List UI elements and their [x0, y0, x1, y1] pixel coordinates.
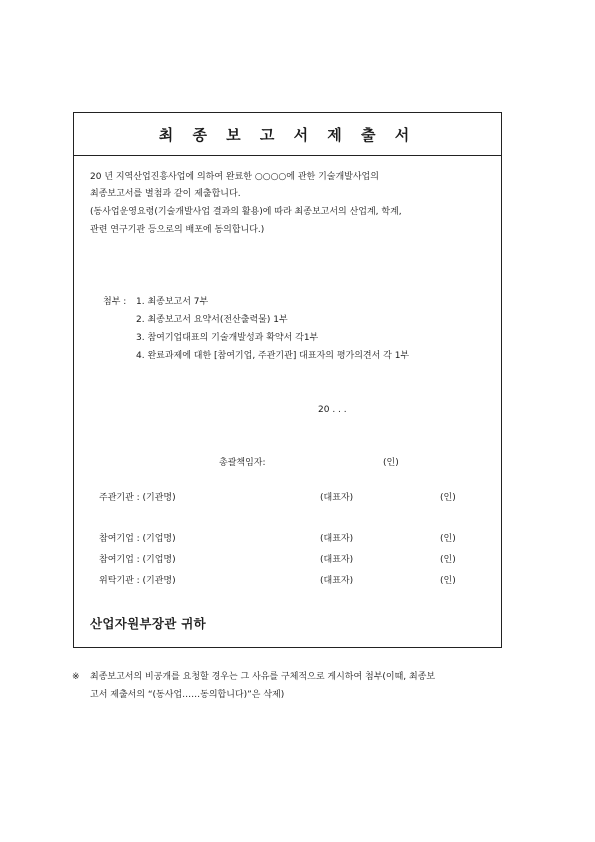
footnote-line-1: 최종보고서의 비공개를 요청할 경우는 그 사유를 구체적으로 게시하여 첨부(이때, 최종보	[90, 672, 436, 682]
signatory-seal: (인)	[440, 555, 456, 565]
title-row	[74, 113, 501, 156]
attachment-item: 2. 최종보고서 요약서(전산출력물) 1부	[136, 315, 288, 325]
attachment-item: 3. 참여기업대표의 기술개발성과 확약서 각1부	[136, 333, 319, 343]
footnote-line-2: 고서 제출서의 “(동사업……동의합니다)”은 삭제)	[90, 690, 285, 700]
intro-line-2: 최종보고서를 별첨과 같이 제출합니다.	[90, 189, 241, 199]
recipient-line: 산업자원부장관 귀하	[90, 616, 207, 631]
signatory-org: 참여기업 : (기업명)	[99, 555, 176, 565]
signatory-rep: (대표자)	[320, 576, 354, 586]
submission-date: 20 . . .	[318, 405, 347, 415]
attachment-item: 1. 최종보고서 7부	[136, 297, 209, 307]
attachment-item: 4. 완료과제에 대한 [참여기업, 주관기관] 대표자의 평가의견서 각 1부	[136, 351, 410, 361]
signatory-seal: (인)	[440, 576, 456, 586]
intro-line-3: (동사업운영요령(기술개발사업 결과의 활용)에 따라 최종보고서의 산업계, 학계,	[90, 207, 402, 217]
intro-line-4: 관련 연구기관 등으로의 배포에 동의합니다.)	[90, 225, 265, 235]
supervisor-label: 총괄책임자:	[219, 458, 266, 468]
signatory-org: 참여기업 : (기업명)	[99, 534, 176, 544]
signatory-seal: (인)	[440, 493, 456, 503]
form-title: 최 종 보 고 서 제 출 서	[158, 125, 417, 144]
signatory-rep: (대표자)	[320, 493, 354, 503]
attachments-label: 첨부 :	[103, 297, 127, 307]
supervisor-seal: (인)	[383, 458, 399, 468]
signatory-rep: (대표자)	[320, 555, 354, 565]
signatory-rep: (대표자)	[320, 534, 354, 544]
signatory-seal: (인)	[440, 534, 456, 544]
intro-line-1: 20 년 지역산업진흥사업에 의하여 완료한 ○○○○에 관한 기술개발사업의	[90, 172, 379, 182]
signatory-org: 위탁기관 : (기관명)	[99, 576, 176, 586]
footnote-mark: ※	[72, 672, 80, 682]
signatory-org: 주관기관 : (기관명)	[99, 493, 176, 503]
